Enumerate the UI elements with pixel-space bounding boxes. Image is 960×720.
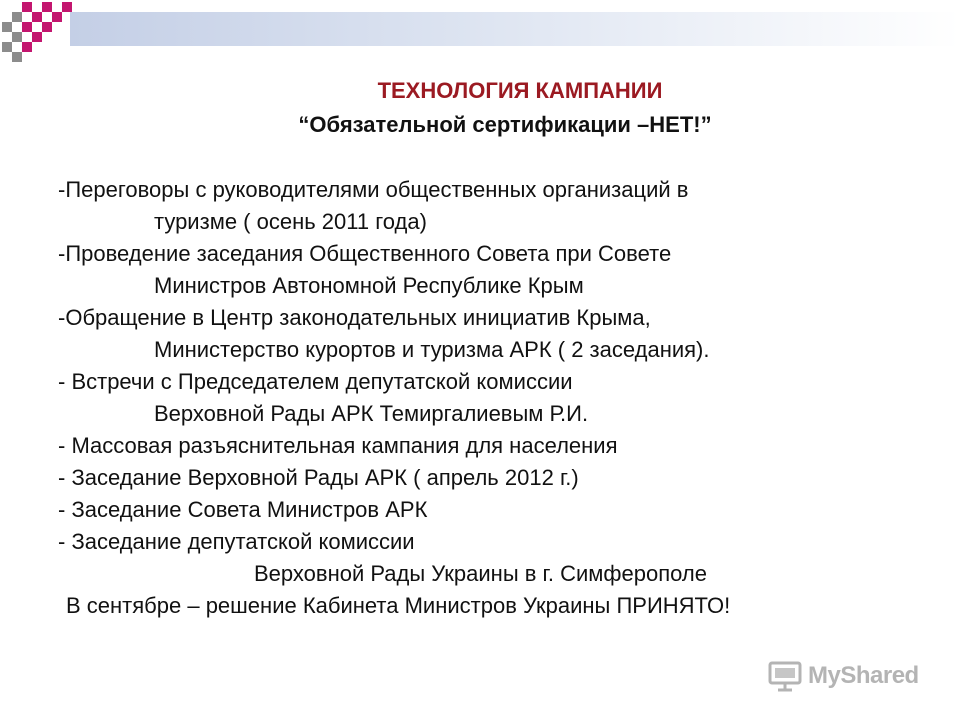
list-item-continuation: Министров Автономной Республике Крым — [154, 273, 584, 298]
list-item: - Массовая разъяснительная кампания для населения — [58, 433, 618, 458]
deco-square — [32, 32, 42, 42]
decorative-header — [0, 0, 960, 60]
deco-square — [12, 52, 22, 62]
deco-square — [52, 12, 62, 22]
deco-square — [22, 22, 32, 32]
list-item: - Заседание Совета Министров АРК — [58, 497, 428, 522]
conclusion-line: В сентябре – решение Кабинета Министров Украины ПРИНЯТО! — [66, 593, 731, 618]
deco-square — [32, 12, 42, 22]
list-item: -Обращение в Центр законодательных инициатив Крыма, — [58, 305, 651, 330]
deco-square — [2, 22, 12, 32]
list-item-continuation: туризме ( осень 2011 года) — [154, 209, 427, 234]
list-item: - Встречи с Председателем депутатской комиссии — [58, 369, 573, 394]
slide-title: ТЕХНОЛОГИЯ КАМПАНИИ — [377, 78, 663, 103]
deco-square — [22, 2, 32, 12]
list-item-continuation: Министерство курортов и туризма АРК ( 2 заседания). — [154, 337, 710, 362]
list-item-continuation: Верховной Рады АРК Темиргалиевым Р.И. — [154, 401, 589, 426]
presentation-icon — [768, 659, 802, 693]
myshared-watermark — [768, 656, 938, 696]
deco-square — [42, 22, 52, 32]
list-item: - Заседание Верховной Рады АРК ( апрель 2012 г.) — [58, 465, 579, 490]
header-gradient-bar — [70, 12, 960, 46]
list-item: -Проведение заседания Общественного Совета при Совете — [58, 241, 672, 266]
deco-square — [22, 42, 32, 52]
list-item-continuation: Верховной Рады Украины в г. Симферополе — [254, 561, 707, 586]
slide-body — [58, 174, 938, 622]
list-item: - Заседание депутатской комиссии — [58, 529, 415, 554]
list-item: -Переговоры с руководителями общественных организаций в — [58, 177, 689, 202]
deco-square — [2, 42, 12, 52]
deco-square — [12, 32, 22, 42]
slide-subtitle: “Обязательной сертификации –НЕТ!” — [298, 112, 712, 137]
deco-square — [42, 2, 52, 12]
deco-square — [62, 2, 72, 12]
watermark-text: MyShared — [808, 662, 919, 689]
deco-square — [12, 12, 22, 22]
